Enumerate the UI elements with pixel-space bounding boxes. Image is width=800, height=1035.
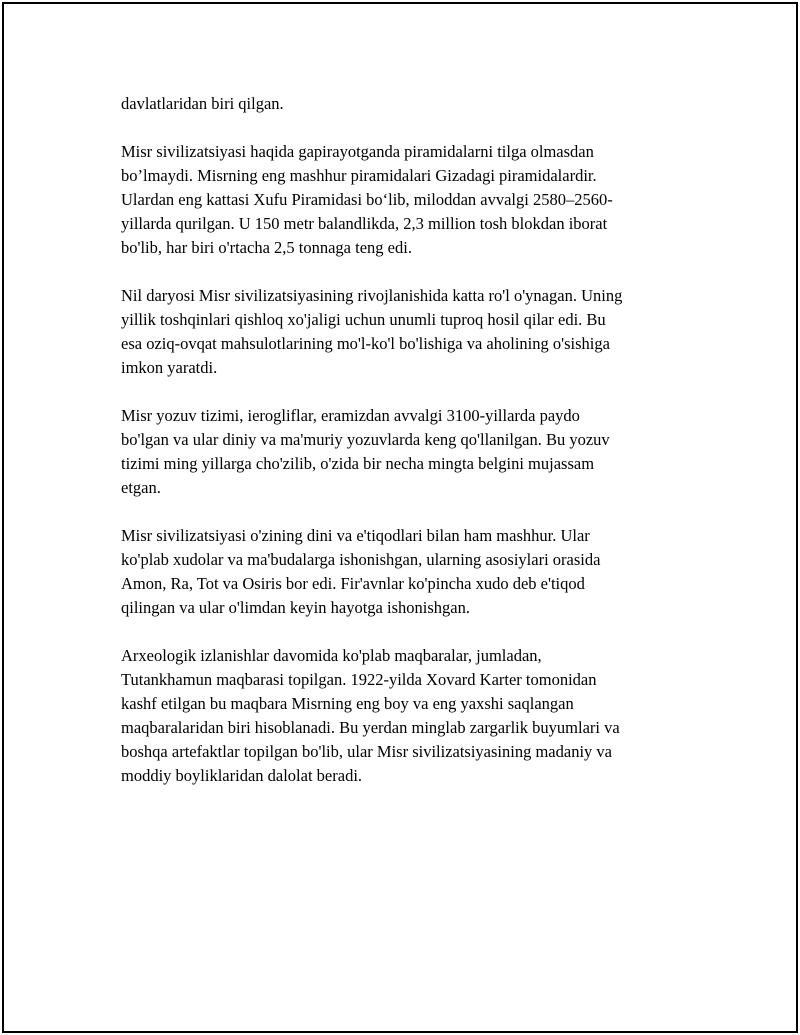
page-frame (2, 2, 798, 1033)
page-content (121, 92, 681, 812)
paragraph-nile: Nil daryosi Misr sivilizatsiyasining rivojlanishida katta ro'l o'ynagan. Uning yillik toshqinlari qishloq xo'jaligi uchun unumli tuproq hosil qilar edi. Bu esa oziq-ovqat mahsulotlarining mo'l-ko'l bo'lishiga va aholining o'sishiga imkon yaratdi. (121, 286, 623, 377)
paragraph-archaeology: Arxeologik izlanishlar davomida ko'plab maqbaralar, jumladan, Tutankhamun maqbarasi topilgan. 1922-yilda Xovard Karter tomonidan kashf etilgan bu maqbara Misrning eng boy va eng yaxshi saqlangan maqbaralaridan biri hisoblanadi. Bu yerdan minglab zargarlik buyumlari va boshqa artefaktlar topilgan bo'lib, ular Misr sivilizatsiyasining madaniy va moddiy boyliklaridan dalolat beradi. (121, 646, 620, 785)
paragraph-pyramids: Misr sivilizatsiyasi haqida gapirayotganda piramidalarni tilga olmasdan bo’lmaydi. Misrning eng mashhur piramidalari Gizadagi piramidalardir. Ulardan eng kattasi Xufu Piramidasi bo‘lib, miloddan avvalgi 2580–2560- yillarda qurilgan. U 150 metr balandlikda, 2,3 million tosh blokdan iborat bo'lib, har biri o'rtacha 2,5 tonnaga teng edi. (121, 142, 613, 257)
paragraph-continuation: davlatlaridan biri qilgan. (121, 94, 284, 113)
paragraph-hieroglyphs: Misr yozuv tizimi, ierogliflar, eramizdan avvalgi 3100-yillarda paydo bo'lgan va ular diniy va ma'muriy yozuvlarda keng qo'llanilgan. Bu yozuv tizimi ming yillarga cho'zilib, o'zida bir necha mingta belgini mujassam etgan. (121, 406, 610, 497)
paragraph-religion: Misr sivilizatsiyasi o'zining dini va e'tiqodlari bilan ham mashhur. Ular ko'plab xudolar va ma'budalarga ishonishgan, ularning asosiylari orasida Amon, Ra, Tot va Osiris bor edi. Fir'avnlar ko'pincha xudo deb e'tiqod qilingan va ular o'limdan keyin hayotga ishonishgan. (121, 526, 601, 617)
